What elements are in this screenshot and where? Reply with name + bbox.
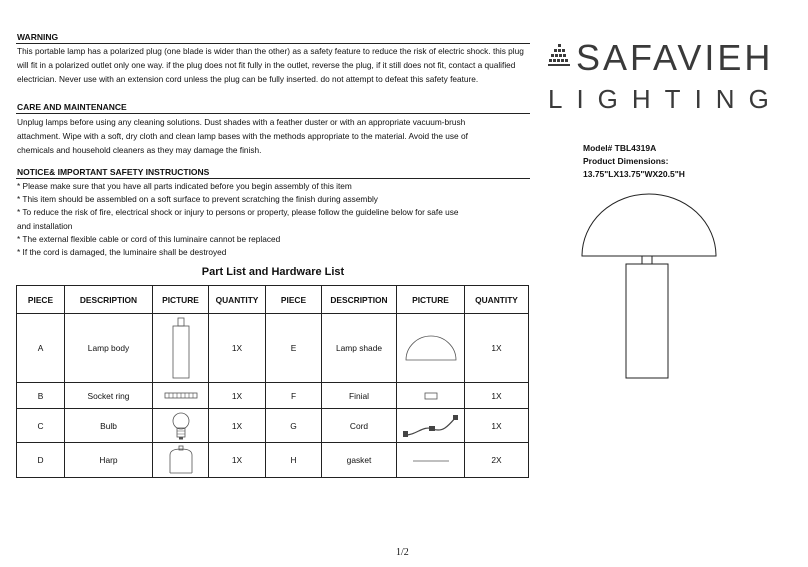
lamp-body-icon [169,316,193,380]
picture-cell [397,383,465,409]
care-title: CARE AND MAINTENANCE [17,102,127,112]
quantity-cell: 1X [465,409,529,443]
notice-line: * If the cord is damaged, the luminaire shall be destroyed [17,247,227,258]
page-number: 1/2 [396,547,409,558]
dimensions-value: 13.75"LX13.75"WX20.5"H [583,169,685,179]
model-number: Model# TBL4319A [583,143,657,153]
care-text [17,115,537,157]
lamp-shade-icon [404,334,458,362]
brand-name: SAFAVIEH [576,37,774,78]
picture-cell [153,409,209,443]
description-cell: Harp [65,443,153,478]
quantity-cell: 1X [209,383,266,409]
harp-icon [166,445,196,475]
warning-line: will fit in a polarized outlet only one way. if the plug does not fit fully in the outlet, reverse the plug, if it still does not fit, contact a qualified [17,60,516,70]
warning-title: WARNING [17,32,59,42]
notice-title: NOTICE& IMPORTANT SAFETY INSTRUCTIONS [17,167,210,177]
notice-text [17,180,537,259]
care-line: chemicals and household cleaners as they may damage the finish. [17,145,262,155]
description-cell: Lamp shade [322,314,397,383]
column-header: PICTURE [153,286,209,314]
table-row [17,314,529,383]
column-header: DESCRIPTION [322,286,397,314]
piece-cell: D [17,443,65,478]
divider [16,178,530,179]
care-line: attachment. Wipe with a soft, dry cloth and clean lamp bases with the methods appropriate to the material. Avoid the use of [17,131,468,141]
quantity-cell: 1X [465,383,529,409]
quantity-cell: 1X [209,443,266,478]
column-header: PIECE [17,286,65,314]
bulb-icon [171,411,191,441]
column-header: QUANTITY [209,286,266,314]
quantity-cell: 1X [465,314,529,383]
finial-icon [423,391,439,401]
piece-cell: C [17,409,65,443]
notice-line: * To reduce the risk of fire, electrical shock or injury to persons or property, please follow the guideline below for safe use [17,207,459,218]
piece-cell: G [266,409,322,443]
description-cell: Cord [322,409,397,443]
quantity-cell: 1X [209,314,266,383]
description-cell: Bulb [65,409,153,443]
picture-cell [397,409,465,443]
table-row [17,443,529,478]
picture-cell [153,443,209,478]
picture-cell [153,314,209,383]
piece-cell: H [266,443,322,478]
piece-cell: F [266,383,322,409]
piece-cell: E [266,314,322,383]
notice-line: * Please make sure that you have all parts indicated before you begin assembly of this item [17,181,352,191]
quantity-cell: 1X [209,409,266,443]
table-row [17,383,529,409]
column-header: DESCRIPTION [65,286,153,314]
parts-table [16,285,529,478]
column-header: PICTURE [397,286,465,314]
table-row [17,409,529,443]
notice-line: and installation [17,220,73,231]
column-header: QUANTITY [465,286,529,314]
table-header-row [17,286,529,314]
description-cell: Finial [322,383,397,409]
quantity-cell: 2X [465,443,529,478]
care-line: Unplug lamps before using any cleaning solutions. Dust shades with a feather duster or with an appropriate vacuum-brush [17,117,466,127]
socket-ring-icon [163,391,199,401]
picture-cell [153,383,209,409]
divider [16,113,530,114]
brand-subtitle: LIGHTING [548,84,783,114]
lamp-drawing-icon [578,192,728,387]
warning-text [17,44,537,86]
cord-icon [401,413,461,439]
picture-cell [397,443,465,478]
piece-cell: B [17,383,65,409]
brand-logo-icon [548,44,572,74]
warning-line: This portable lamp has a polarized plug (one blade is wider than the other) as a safety feature to reduce the risk of electric shock. this plug [17,46,524,56]
dimensions-label: Product Dimensions: [583,156,669,166]
description-cell: Socket ring [65,383,153,409]
parts-list-title: Part List and Hardware List [201,266,345,278]
column-header: PIECE [266,286,322,314]
notice-line: * The external flexible cable or cord of this luminaire cannot be replaced [17,233,281,244]
picture-cell [397,314,465,383]
description-cell: gasket [322,443,397,478]
gasket-icon [411,457,451,463]
piece-cell: A [17,314,65,383]
notice-line: * This item should be assembled on a soft surface to prevent scratching the finish during assembly [17,194,378,205]
description-cell: Lamp body [65,314,153,383]
product-specs [583,142,685,181]
warning-line: electrician. Never use with an extension cord unless the plug can be fully inserted. do not attempt to defeat this safety feature. [17,74,479,84]
